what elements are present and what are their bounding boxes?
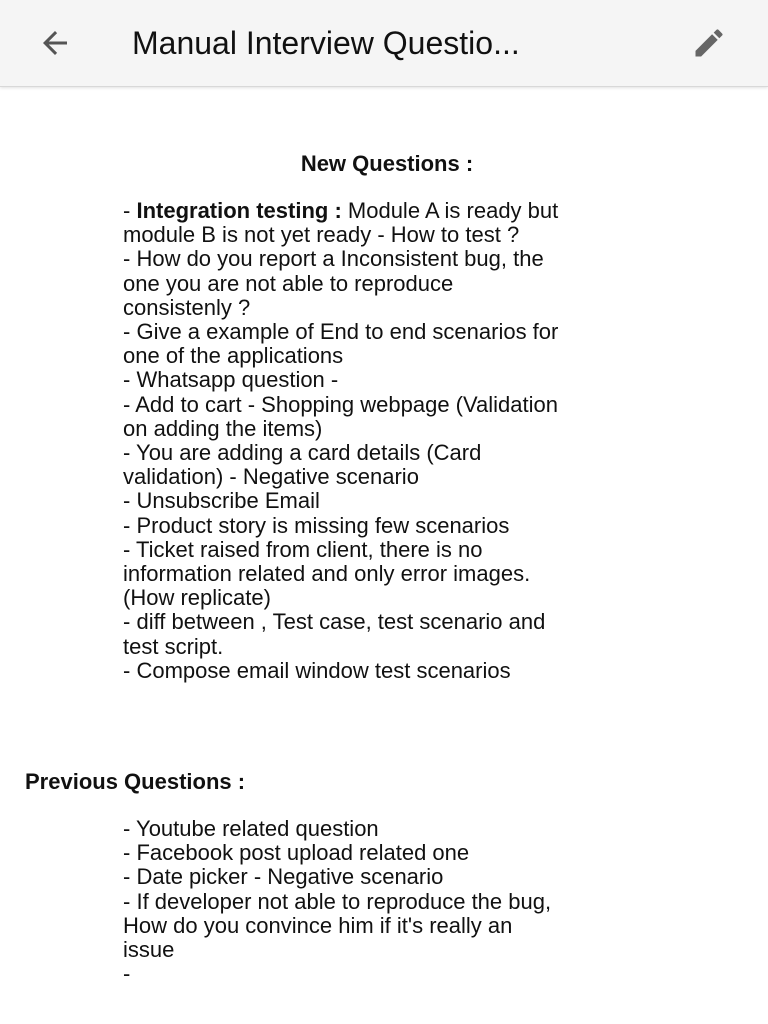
- question-text: Whatsapp question -: [136, 367, 339, 393]
- question-line: [123, 296, 733, 320]
- question-text: You are adding a card details (Card: [136, 440, 482, 466]
- question-text: information related and only error images.: [123, 561, 531, 587]
- question-text: (How replicate): [123, 585, 271, 611]
- question-line: [123, 272, 733, 296]
- question-text: consistenly ?: [123, 294, 251, 320]
- previous-questions-list: [123, 817, 733, 986]
- question-line: - Date picker - Negative scenario: [123, 864, 444, 890]
- question-text: one of the applications: [123, 343, 344, 369]
- question-line: [123, 223, 733, 247]
- question-line: - How do you report a Inconsistent bug, the: [123, 246, 544, 272]
- question-line: -: [123, 961, 131, 987]
- back-button[interactable]: [30, 20, 80, 66]
- question-line: - Give a example of End to end scenarios for: [123, 319, 559, 345]
- question-text: one you are not able to reproduce: [123, 270, 454, 296]
- question-line: - Product story is missing few scenarios: [123, 512, 510, 538]
- question-text: validation) - Negative scenario: [123, 464, 419, 490]
- question-line: - Unsubscribe Email: [123, 488, 320, 514]
- question-line: [123, 562, 733, 586]
- question-text: module B is not yet ready - How to test ?: [123, 222, 520, 248]
- question-line: - Integration testing : Module A is ready but: [123, 198, 559, 223]
- question-text: How do you convince him if it's really an: [123, 912, 513, 938]
- new-questions-list: [123, 199, 733, 683]
- question-text: on adding the items): [123, 415, 323, 441]
- page-title: Manual Interview Questio...: [132, 25, 520, 61]
- question-line: [123, 417, 733, 441]
- question-text: Add to cart - Shopping webpage (Validation: [135, 391, 558, 417]
- question-line: - Whatsapp question -: [123, 367, 339, 393]
- app-bar: [0, 0, 768, 87]
- question-line: - Ticket raised from client, there is no: [123, 536, 483, 562]
- question-line: - If developer not able to reproduce the bug,: [123, 888, 552, 914]
- question-text: Youtube related question: [136, 816, 379, 841]
- question-line: - Compose email window test scenarios: [123, 657, 511, 683]
- edit-button[interactable]: [684, 20, 734, 66]
- document-content: [0, 87, 768, 1024]
- new-questions-heading: New Questions :: [300, 151, 474, 176]
- question-line: [123, 635, 733, 659]
- arrow-left-icon: [37, 25, 73, 61]
- question-text: diff between , Test case, test scenario and: [136, 609, 546, 635]
- question-text: Unsubscribe Email: [136, 488, 320, 514]
- question-text: Compose email window test scenarios: [136, 657, 511, 683]
- question-line: [123, 938, 733, 962]
- question-text: Ticket raised from client, there is no: [136, 536, 483, 562]
- question-text: Module A is ready but: [341, 198, 559, 223]
- question-text: If developer not able to reproduce the bug,: [136, 888, 552, 914]
- question-line: - Facebook post upload related one: [123, 840, 470, 866]
- question-line: [123, 914, 733, 938]
- question-text: issue: [123, 937, 175, 963]
- question-bold-label: Integration testing :: [136, 198, 342, 223]
- question-text: Date picker - Negative scenario: [136, 864, 444, 890]
- question-text: Product story is missing few scenarios: [136, 512, 510, 538]
- question-text: How do you report a Inconsistent bug, the: [136, 246, 544, 272]
- question-text: Give a example of End to end scenarios for: [136, 319, 559, 345]
- question-line: - diff between , Test case, test scenario and: [123, 609, 546, 635]
- question-line: - Youtube related question: [123, 816, 379, 841]
- previous-questions-heading: Previous Questions :: [25, 769, 246, 794]
- question-text: test script.: [123, 633, 224, 659]
- question-text: Facebook post upload related one: [136, 840, 470, 866]
- question-line: [123, 344, 733, 368]
- pencil-icon: [691, 25, 727, 61]
- question-line: - You are adding a card details (Card: [123, 440, 482, 466]
- question-line: - Add to cart - Shopping webpage (Validation: [123, 391, 558, 417]
- question-line: [123, 465, 733, 489]
- question-line: [123, 586, 733, 610]
